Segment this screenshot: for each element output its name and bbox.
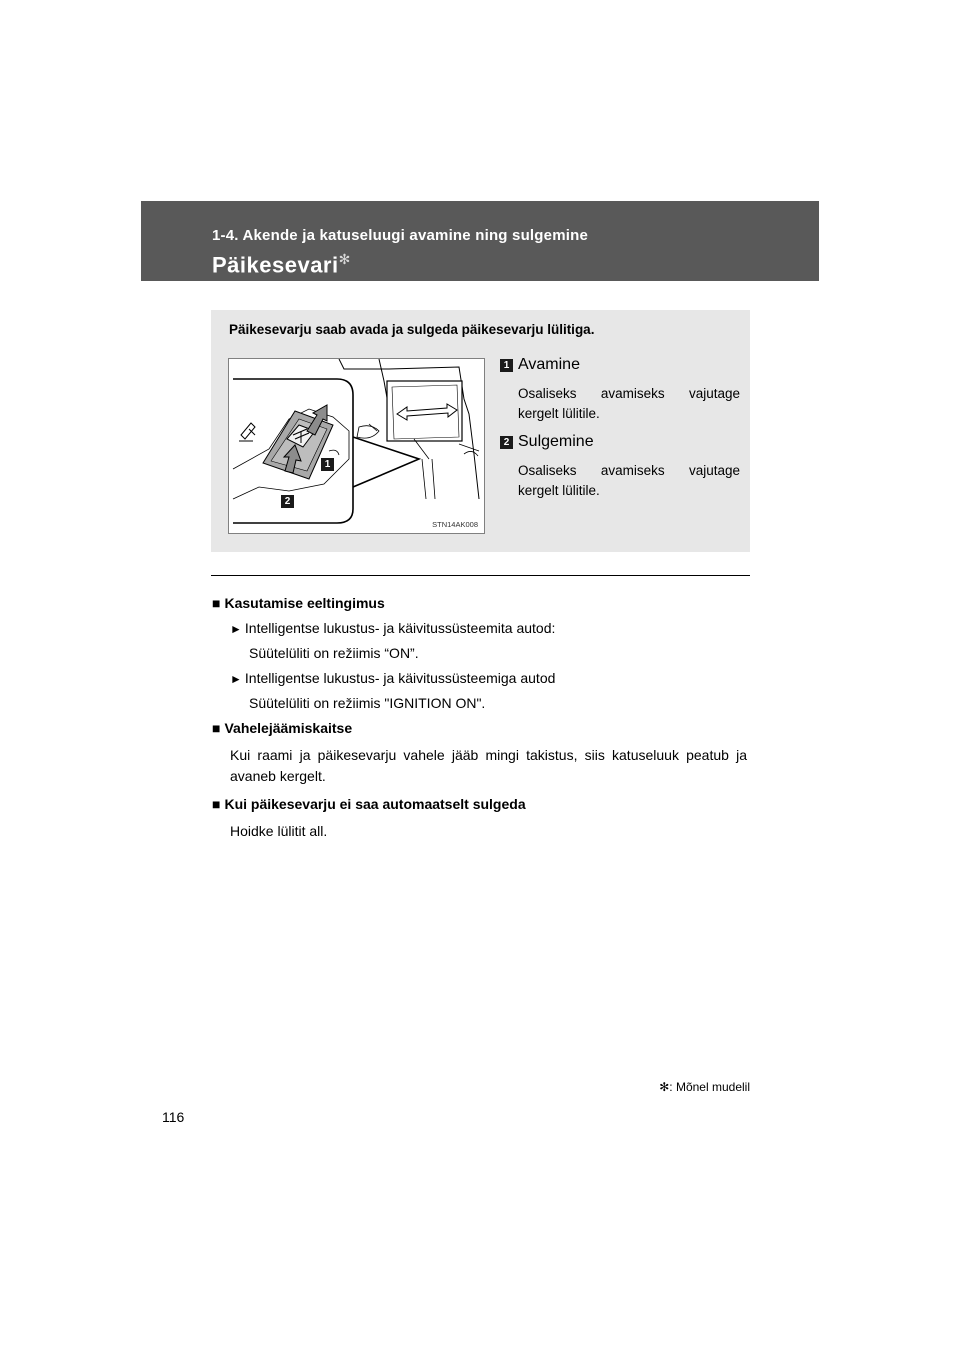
step-number-2: 2 bbox=[500, 436, 513, 449]
note-marker: ■ bbox=[212, 796, 221, 812]
note-heading-jam-protection bbox=[212, 720, 747, 736]
bullet-arrow-icon: ► bbox=[230, 672, 242, 686]
note-marker: ■ bbox=[212, 595, 221, 611]
overview-box bbox=[211, 310, 750, 552]
step-desc-close: Osaliseks avamiseks vajutage kergelt lülitile. bbox=[518, 463, 740, 498]
note-marker: ■ bbox=[212, 720, 221, 736]
bullet-detail: Süütelüliti on režiimis "IGNITION ON". bbox=[249, 695, 486, 711]
footnote-text: : Mõnel mudelil bbox=[669, 1080, 750, 1094]
optional-feature-mark: ✻ bbox=[338, 251, 351, 267]
bullet-text: Intelligentse lukustus- ja käivitussüsteemita autod: bbox=[244, 620, 556, 636]
step-desc-open: Osaliseks avamiseks vajutage kergelt lülitile. bbox=[518, 386, 740, 421]
page-title-text: Päikesevari bbox=[212, 252, 339, 278]
sunshade-switch-illustration bbox=[228, 358, 485, 534]
switch-drawing bbox=[229, 359, 484, 533]
callout-1: 1 bbox=[321, 458, 334, 471]
bullet-text: Intelligentse lukustus- ja käivitussüsteemiga autod bbox=[244, 670, 556, 686]
step-open bbox=[500, 356, 740, 424]
footnote bbox=[659, 1080, 750, 1094]
notes-section bbox=[212, 595, 747, 851]
note-text: Hoidke lülitit all. bbox=[230, 823, 328, 839]
step-number-1: 1 bbox=[500, 359, 513, 372]
page-title bbox=[212, 251, 351, 278]
overview-intro: Päikesevarju saab avada ja sulgeda päikesevarju lülitiga. bbox=[229, 322, 595, 337]
note-heading-text: Kui päikesevarju ei saa automaatselt sulgeda bbox=[224, 796, 526, 812]
section-header-band bbox=[141, 201, 819, 281]
bullet-detail: Süütelüliti on režiimis “ON”. bbox=[249, 645, 419, 661]
callout-2: 2 bbox=[281, 495, 294, 508]
illustration-code: STN14AK008 bbox=[432, 520, 478, 529]
bullet-arrow-icon: ► bbox=[230, 622, 242, 636]
note-bullet bbox=[230, 670, 747, 686]
note-heading-text: Kasutamise eeltingimus bbox=[224, 595, 385, 611]
section-label: 1-4. Akende ja katuseluugi avamine ning sulgemine bbox=[212, 227, 589, 244]
step-title-close: Sulgemine bbox=[518, 433, 594, 450]
step-close bbox=[500, 433, 740, 501]
note-text: Kui raami ja päikesevarju vahele jääb mingi takistus, siis katuseluuk peatub ja avaneb kergelt. bbox=[230, 747, 747, 784]
footnote-mark: ✻ bbox=[659, 1080, 670, 1094]
section-divider bbox=[211, 575, 750, 576]
note-heading-conditions bbox=[212, 595, 747, 611]
note-heading-auto-close bbox=[212, 796, 747, 812]
step-title-open: Avamine bbox=[518, 356, 580, 373]
page-number: 116 bbox=[162, 1109, 185, 1125]
note-heading-text: Vahelejäämiskaitse bbox=[224, 720, 353, 736]
note-bullet bbox=[230, 620, 747, 636]
